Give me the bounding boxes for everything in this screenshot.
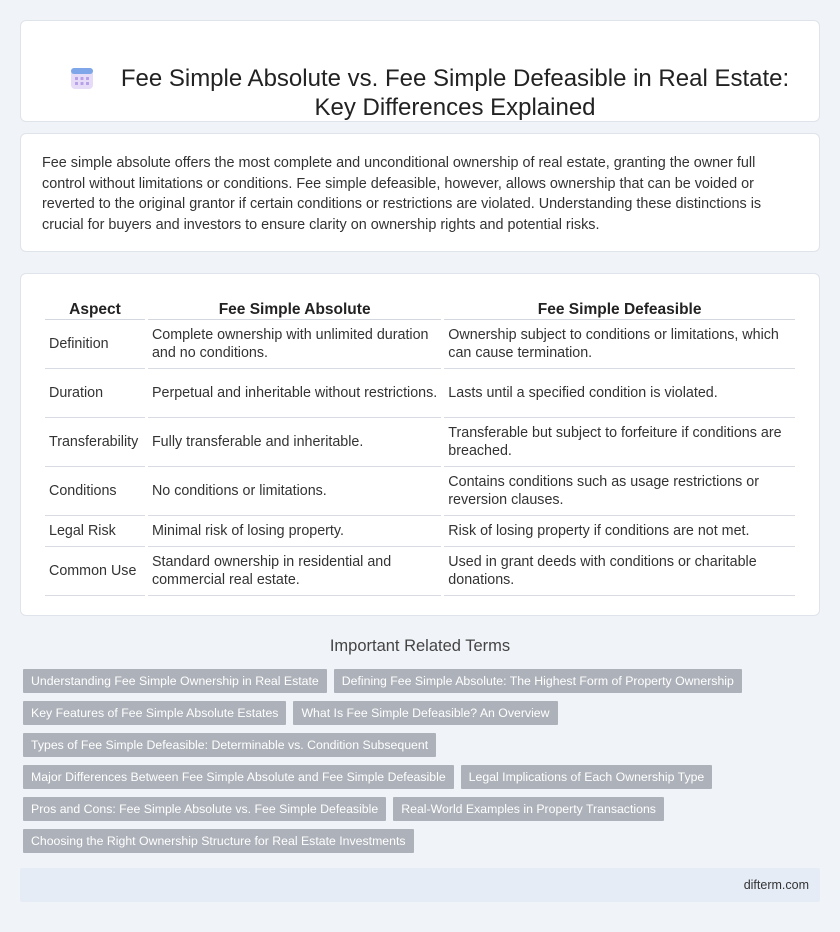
related-term-link[interactable]: Understanding Fee Simple Ownership in Real Estate	[23, 669, 327, 693]
title-card	[20, 20, 820, 122]
tag-row	[23, 829, 813, 853]
table-cell-absolute: Perpetual and inheritable without restrictions.	[148, 369, 441, 418]
table-row	[45, 547, 795, 596]
table-row	[45, 467, 795, 516]
table-cell-absolute: No conditions or limitations.	[148, 467, 441, 516]
table-cell-aspect: Legal Risk	[45, 516, 145, 547]
table-row	[45, 320, 795, 369]
table-row	[45, 516, 795, 547]
column-header-aspect: Aspect	[45, 296, 145, 320]
related-term-link[interactable]: Choosing the Right Ownership Structure for Real Estate Investments	[23, 829, 414, 853]
table-cell-absolute: Standard ownership in residential and commercial real estate.	[148, 547, 441, 596]
table-cell-defeasible: Ownership subject to conditions or limitations, which can cause termination.	[444, 320, 795, 369]
page-title: Fee Simple Absolute vs. Fee Simple Defeasible in Real Estate: Key Differences Explained	[120, 65, 790, 121]
related-term-link[interactable]: Pros and Cons: Fee Simple Absolute vs. Fee Simple Defeasible	[23, 797, 386, 821]
related-term-link[interactable]: Defining Fee Simple Absolute: The Highest Form of Property Ownership	[334, 669, 742, 693]
related-terms-list	[23, 669, 813, 861]
table-cell-defeasible: Lasts until a specified condition is violated.	[444, 369, 795, 418]
comparison-card	[20, 273, 820, 616]
table-header-row	[45, 296, 795, 320]
table-cell-absolute: Complete ownership with unlimited duration and no conditions.	[148, 320, 441, 369]
comparison-table	[42, 296, 798, 596]
intro-paragraph: Fee simple absolute offers the most complete and unconditional ownership of real estate, granting the owner full control without limitations or conditions. Fee simple defeasible, however, allows ownership that can be voided or reverted to the original grantor if certain conditions or restrictions are violated. Understanding these distinctions is crucial for buyers and investors to ensure clarity on ownership rights and potential risks.	[42, 155, 762, 233]
tag-row	[23, 733, 813, 757]
table-cell-defeasible: Transferable but subject to forfeiture if conditions are breached.	[444, 418, 795, 467]
related-term-link[interactable]: What Is Fee Simple Defeasible? An Overview	[293, 701, 557, 725]
table-cell-absolute: Minimal risk of losing property.	[148, 516, 441, 547]
related-term-link[interactable]: Major Differences Between Fee Simple Absolute and Fee Simple Defeasible	[23, 765, 454, 789]
table-cell-aspect: Conditions	[45, 467, 145, 516]
tag-row	[23, 797, 813, 821]
table-cell-aspect: Transferability	[45, 418, 145, 467]
tag-row	[23, 701, 813, 725]
table-row	[45, 418, 795, 467]
related-term-link[interactable]: Legal Implications of Each Ownership Type	[461, 765, 713, 789]
footer	[20, 868, 820, 902]
table-cell-aspect: Duration	[45, 369, 145, 418]
calendar-icon	[69, 65, 95, 91]
tag-row	[23, 765, 813, 789]
footer-brand-link[interactable]: difterm.com	[743, 878, 809, 892]
tag-row	[23, 669, 813, 693]
table-cell-aspect: Common Use	[45, 547, 145, 596]
table-cell-aspect: Definition	[45, 320, 145, 369]
column-header-defeasible: Fee Simple Defeasible	[444, 296, 795, 320]
related-terms-heading: Important Related Terms	[329, 637, 511, 655]
intro-card	[20, 133, 820, 252]
related-term-link[interactable]: Types of Fee Simple Defeasible: Determinable vs. Condition Subsequent	[23, 733, 436, 757]
table-cell-defeasible: Used in grant deeds with conditions or charitable donations.	[444, 547, 795, 596]
related-term-link[interactable]: Key Features of Fee Simple Absolute Estates	[23, 701, 286, 725]
table-cell-defeasible: Contains conditions such as usage restrictions or reversion clauses.	[444, 467, 795, 516]
table-row	[45, 369, 795, 418]
related-term-link[interactable]: Real-World Examples in Property Transactions	[393, 797, 664, 821]
table-cell-defeasible: Risk of losing property if conditions are not met.	[444, 516, 795, 547]
table-cell-absolute: Fully transferable and inheritable.	[148, 418, 441, 467]
column-header-absolute: Fee Simple Absolute	[148, 296, 441, 320]
